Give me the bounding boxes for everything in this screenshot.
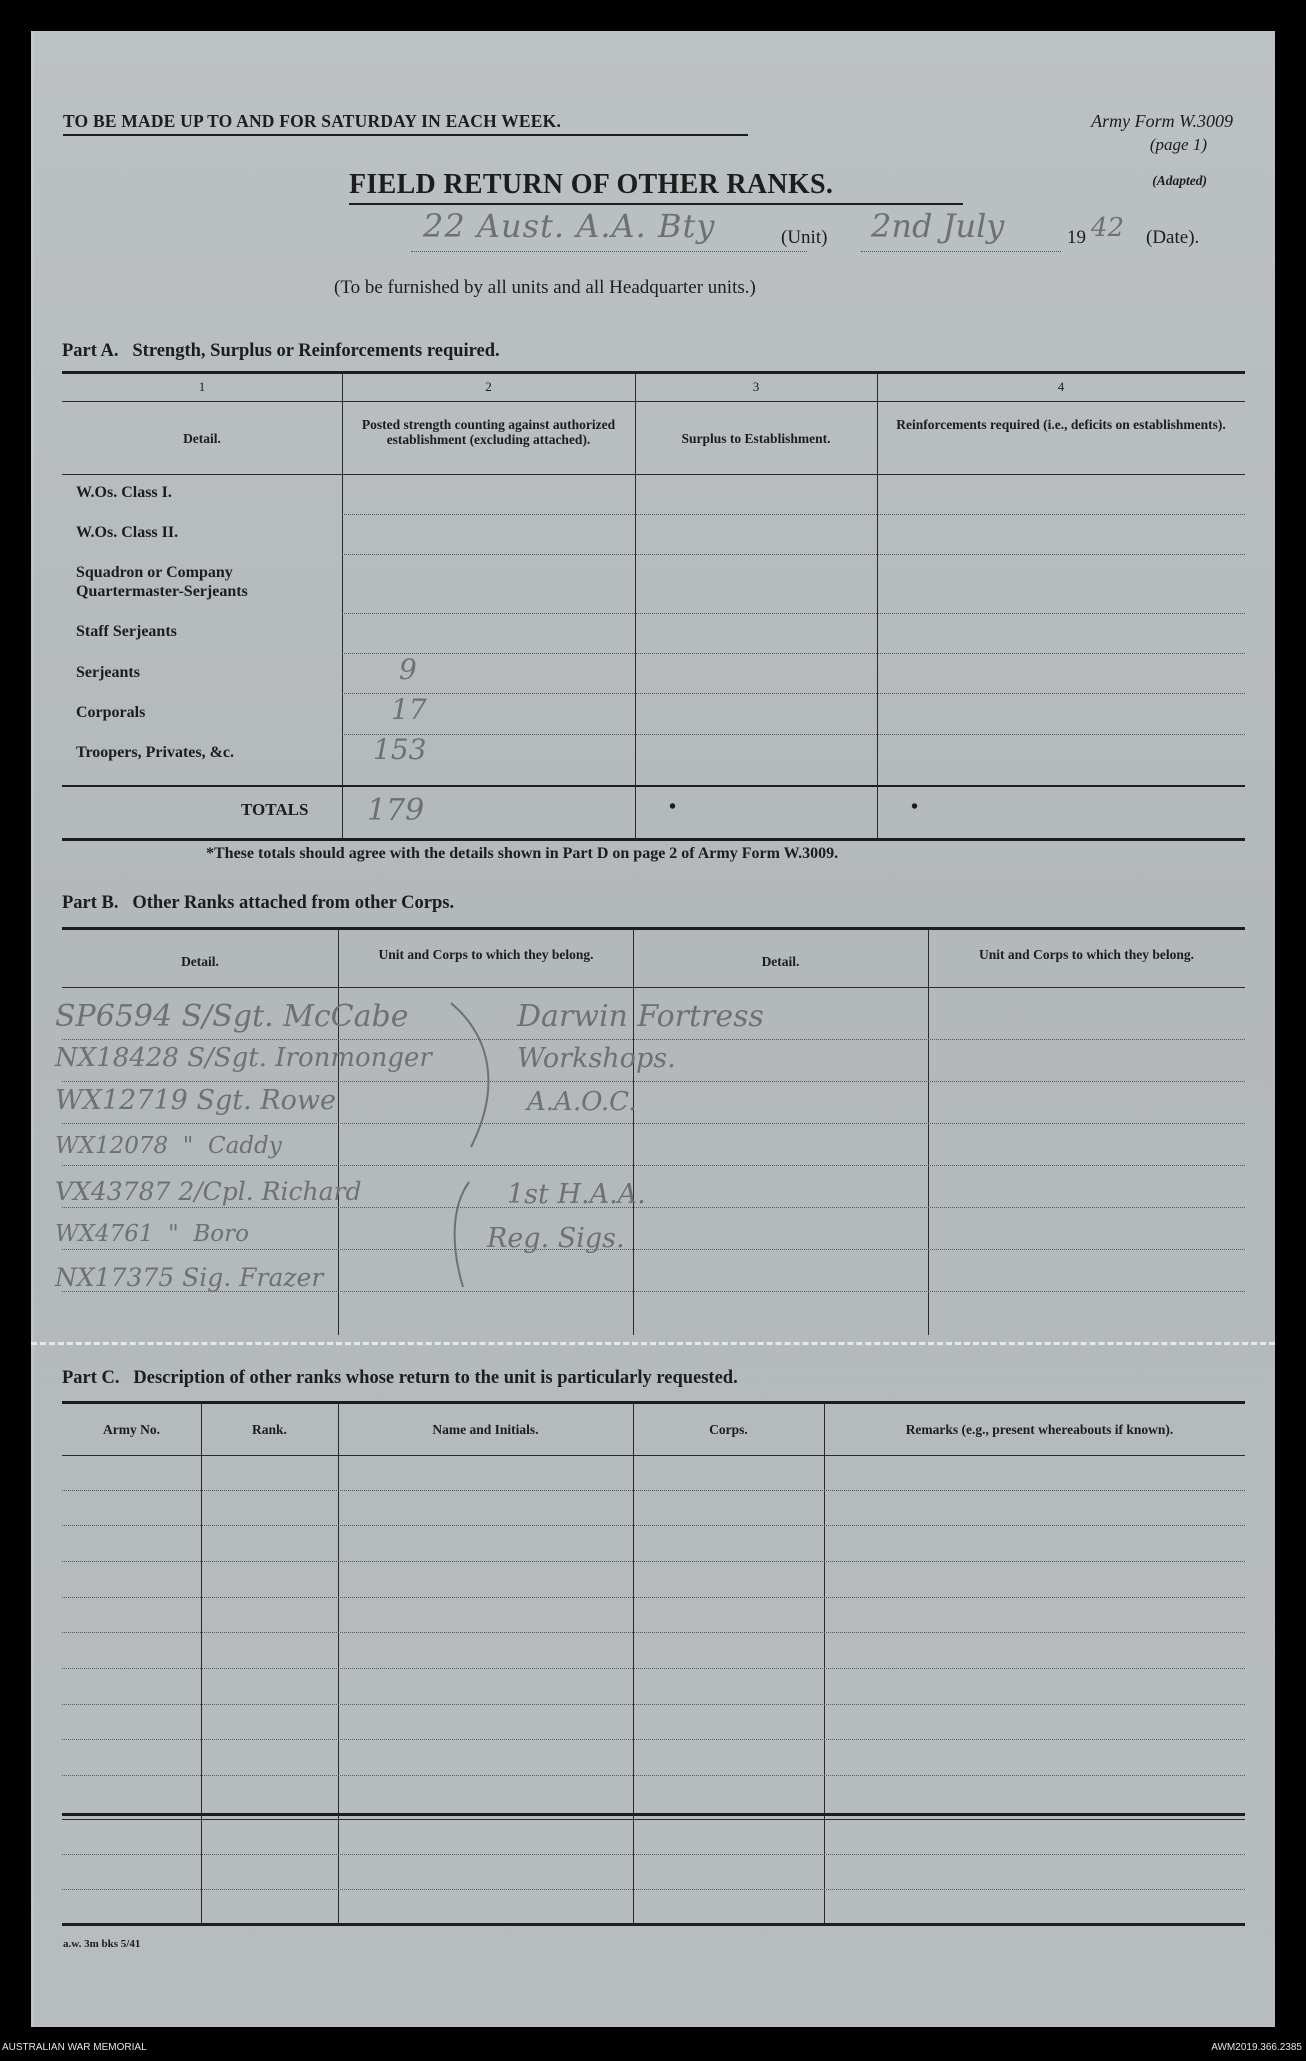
attached-detail: SP6594 S/Sgt. McCabe: [55, 999, 409, 1034]
printer-note: a.w. 3m bks 5/41: [63, 1938, 141, 1950]
col-number: 3: [752, 379, 760, 394]
col-header-name: Name and Initials.: [432, 1422, 539, 1437]
col-header-reinforcements: Reinforcements required (i.e., deficits on establishments).: [896, 417, 1226, 432]
col-header-detail: Detail.: [181, 954, 219, 969]
row-rule: [342, 554, 1245, 555]
part-b-col-divider: [338, 929, 339, 1335]
col-header-unit-corps: Unit and Corps to which they belong.: [378, 947, 594, 962]
row-rule: [62, 1668, 1245, 1669]
part-b-top-rule: [62, 927, 1245, 930]
col-number: 2: [485, 379, 492, 394]
part-c-top-rule: [62, 1401, 1245, 1404]
attached-detail: WX4761 " Boro: [55, 1221, 249, 1247]
col-header-detail: Detail.: [761, 954, 800, 969]
attached-unit: Reg. Sigs.: [487, 1223, 625, 1254]
row-rule: [62, 1597, 1245, 1598]
date-dotted-line: [861, 251, 1061, 252]
row-label: Serjeants: [76, 664, 140, 681]
row-label: Corporals: [76, 704, 146, 721]
form-sheet: [31, 31, 1275, 2027]
attached-unit: A.A.O.C.: [527, 1087, 637, 1117]
attached-detail: WX12719 Sgt. Rowe: [55, 1085, 336, 1116]
col-header-rank: Rank.: [252, 1422, 287, 1437]
row-rule: [62, 1739, 1245, 1740]
row-rule: [62, 1123, 1245, 1124]
row-label: Squadron or Company Quartermaster-Serjeants: [76, 564, 248, 600]
row-rule: [62, 1249, 1245, 1250]
part-b-col-divider: [928, 929, 929, 1335]
unit-dotted-line: [411, 251, 807, 252]
totals-label: TOTALS: [241, 800, 309, 819]
part-c-col-divider: [633, 1403, 634, 1923]
top-notice-underline: [63, 134, 748, 136]
page-title: FIELD RETURN OF OTHER RANKS.: [349, 169, 834, 200]
col-header-army-no: Army No.: [103, 1422, 160, 1437]
row-rule: [62, 1632, 1245, 1633]
form-ref: Army Form W.3009: [1091, 111, 1233, 131]
part-a-totals-rule: [62, 785, 1245, 787]
row-rule: [62, 1704, 1245, 1705]
row-rule: [342, 514, 1245, 515]
part-a-top-rule: [62, 371, 1245, 374]
row-rule: [62, 1039, 1245, 1040]
part-a-footnote: *These totals should agree with the details shown in Part D on page 2 of Army Form W.3009.: [206, 845, 839, 862]
attached-unit: 1st H.A.A.: [507, 1179, 646, 1210]
attached-detail: NX17375 Sig. Frazer: [55, 1263, 324, 1292]
part-a-col-divider: [877, 373, 878, 839]
part-c-header-rule: [62, 1455, 1245, 1456]
form-page: (page 1): [1149, 135, 1207, 154]
year-prefix: 19: [1067, 227, 1086, 248]
col-number: 1: [198, 379, 206, 394]
part-b-col-divider: [633, 929, 634, 1335]
date-label: (Date).: [1146, 227, 1200, 248]
row-rule: [62, 1207, 1245, 1208]
col-number: 4: [1057, 379, 1065, 394]
col-header-corps: Corps.: [709, 1422, 748, 1437]
attached-detail: VX43787 2/Cpl. Richard: [55, 1177, 362, 1206]
row-label: W.Os. Class II.: [76, 524, 179, 541]
col-header-detail: Detail.: [183, 431, 221, 446]
row-label: Staff Serjeants: [76, 623, 177, 640]
row-rule: [62, 1525, 1245, 1526]
col-header-posted: Posted strength counting against authorized establishment (excluding attached).: [361, 417, 616, 447]
row-rule: [342, 613, 1245, 614]
row-rule: [62, 1081, 1245, 1082]
part-a-heading: Part A. Strength, Surplus or Reinforcements required.: [62, 341, 500, 361]
part-c-double-rule: [62, 1819, 1245, 1820]
attached-detail: NX18428 S/Sgt. Ironmonger: [55, 1043, 432, 1073]
serjeants-count: 9: [399, 653, 417, 686]
top-notice: TO BE MADE UP TO AND FOR SATURDAY IN EACH WEEK.: [63, 111, 562, 131]
part-c-double-rule: [62, 1813, 1245, 1816]
unit-handwritten: 22 Aust. A.A. Bty: [423, 207, 716, 245]
attached-unit: Darwin Fortress: [517, 999, 764, 1034]
corporals-count: 17: [391, 693, 427, 726]
col-header-surplus: Surplus to Establishment.: [681, 431, 831, 446]
row-rule: [62, 1561, 1245, 1562]
totals-mark: •: [669, 796, 677, 818]
row-rule: [342, 693, 1245, 694]
perforation-line: [31, 1342, 1275, 1345]
date-handwritten: 2nd July: [871, 207, 1005, 245]
row-rule: [62, 1490, 1245, 1491]
part-c-heading: Part C. Description of other ranks whose return to the unit is particularly requested.: [62, 1368, 738, 1388]
row-rule: [342, 653, 1245, 654]
row-rule: [62, 1854, 1245, 1855]
part-c-bottom-rule: [62, 1923, 1245, 1926]
col-header-remarks: Remarks (e.g., present whereabouts if known).: [905, 1422, 1174, 1437]
part-a-rule: [62, 474, 1245, 475]
row-rule: [62, 1165, 1245, 1166]
attached-detail: WX12078 " Caddy: [55, 1133, 282, 1159]
part-c-col-divider: [201, 1403, 202, 1923]
paper-edge: [31, 31, 34, 2027]
totals-posted: 179: [367, 793, 425, 828]
row-label: Troopers, Privates, &c.: [76, 744, 235, 761]
year-handwritten: 42: [1091, 213, 1125, 243]
part-c-col-divider: [824, 1403, 825, 1923]
part-b-header-rule: [62, 987, 1245, 988]
totals-mark: •: [911, 796, 919, 818]
row-rule: [62, 1889, 1245, 1890]
part-a-col-divider: [342, 373, 343, 839]
archive-credit: AUSTRALIAN WAR MEMORIAL: [2, 2042, 147, 2053]
part-a-rule: [62, 401, 1245, 402]
row-label: W.Os. Class I.: [76, 484, 172, 501]
title-underline: [349, 203, 963, 205]
col-header-unit-corps: Unit and Corps to which they belong.: [979, 947, 1194, 962]
archive-id: AWM2019.366.2385: [1211, 2042, 1302, 2053]
part-b-heading: Part B. Other Ranks attached from other Corps.: [62, 893, 455, 913]
part-c-col-divider: [338, 1403, 339, 1923]
row-rule: [62, 1775, 1245, 1776]
furnish-note: (To be furnished by all units and all Headquarter units.): [334, 277, 756, 298]
attached-unit: Workshops.: [517, 1043, 676, 1074]
row-rule: [342, 734, 1245, 735]
unit-label: (Unit): [781, 227, 828, 248]
privates-count: 153: [373, 733, 427, 766]
adapted-note: (Adapted): [1152, 173, 1207, 188]
part-a-bottom-rule: [62, 838, 1245, 841]
